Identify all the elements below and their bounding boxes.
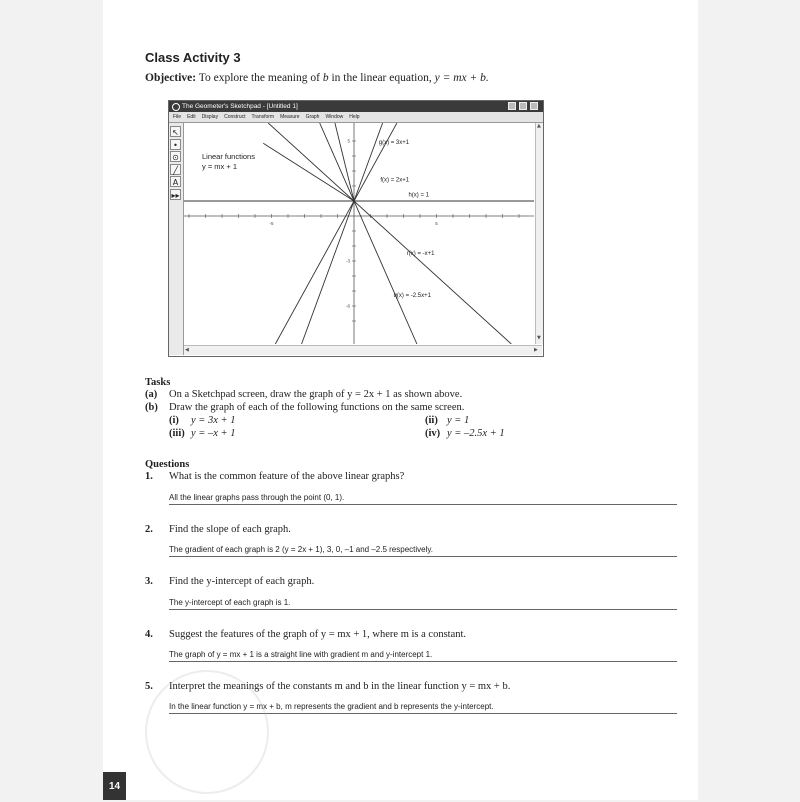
series-label: q(x) = -2.5x+1 [393, 293, 431, 299]
menu-edit[interactable]: Edit [187, 114, 196, 120]
menu-file[interactable]: File [173, 114, 182, 120]
objective-equation: y = mx + b. [434, 72, 489, 84]
answer-5: In the linear function y = mx + b, m represents the gradient and b represents the y-intercept. [169, 702, 677, 714]
question-1-number: 1. [145, 471, 153, 482]
menu-construct[interactable]: Construct [224, 114, 246, 120]
y-tick-label: -3 [345, 258, 350, 264]
objective-line [145, 72, 489, 84]
task-b-ii-label: (ii) [425, 415, 438, 426]
chart-title-line: Linear functions [202, 152, 255, 161]
question-5-number: 5. [145, 681, 153, 692]
task-a-text: On a Sketchpad screen, draw the graph of y = 2x + 1 as shown above. [169, 389, 463, 400]
objective-variable: b [322, 72, 329, 84]
straightedge-tool[interactable]: ╱ [170, 164, 181, 175]
horizontal-scrollbar[interactable] [184, 345, 542, 355]
task-b-iv [425, 428, 505, 439]
window-title: The Geometer's Sketchpad - [Untitled 1] [182, 103, 298, 110]
graph-canvas [184, 123, 534, 344]
task-b-iii-text: y = –x + 1 [191, 428, 236, 439]
page-number: 14 [103, 772, 126, 800]
menu-measure[interactable]: Measure [280, 114, 300, 120]
page-title: Class Activity 3 [145, 50, 241, 65]
series-label: r(x) = -x+1 [406, 251, 435, 257]
question-2-text: Find the slope of each graph. [169, 524, 291, 535]
question-2-number: 2. [145, 524, 153, 535]
task-b-iii [169, 428, 236, 439]
questions-heading: Questions [145, 459, 190, 470]
task-a [145, 389, 462, 400]
objective-text-1: To explore the meaning of [196, 72, 323, 84]
toolbox [169, 123, 184, 355]
menu-graph[interactable]: Graph [305, 114, 320, 120]
series-line [275, 123, 397, 344]
window-titlebar [169, 101, 543, 112]
scroll-right-icon[interactable]: ▶ [534, 347, 538, 353]
sketchpad-window [168, 100, 544, 357]
task-b-i-label: (i) [169, 415, 179, 426]
scroll-down-icon[interactable]: ▼ [537, 335, 541, 341]
question-2 [145, 524, 291, 535]
task-b-iv-text: y = –2.5x + 1 [447, 428, 505, 439]
point-tool[interactable]: • [170, 139, 181, 150]
text-tool[interactable]: A [170, 176, 181, 187]
task-b-label: (b) [145, 402, 158, 413]
question-5-text: Interpret the meanings of the constants m and b in the linear function y = mx + b. [169, 681, 511, 692]
chart-title-line: y = mx + 1 [202, 162, 238, 171]
answer-2: The gradient of each graph is 2 (y = 2x + 1), 3, 0, –1 and –2.5 respectively. [169, 545, 677, 557]
task-b-text: Draw the graph of each of the following functions on the same screen. [169, 402, 465, 413]
question-1-text: What is the common feature of the above linear graphs? [169, 471, 405, 482]
task-b-iii-label: (iii) [169, 428, 185, 439]
minimize-button[interactable] [508, 102, 516, 110]
tasks-heading: Tasks [145, 377, 171, 388]
arrow-tool[interactable]: ↖ [170, 126, 181, 137]
question-3-number: 3. [145, 576, 153, 587]
answer-1: All the linear graphs pass through the point (0, 1). [169, 493, 677, 505]
x-tick-label: 5 [435, 221, 438, 226]
question-3-text: Find the y-intercept of each graph. [169, 576, 315, 587]
menu-display[interactable]: Display [201, 114, 219, 120]
x-tick-label: -5 [269, 221, 274, 226]
menu-items [173, 112, 366, 122]
y-tick-label: -6 [345, 303, 350, 309]
task-b-i [169, 415, 236, 426]
task-a-label: (a) [145, 389, 158, 400]
close-button[interactable] [530, 102, 538, 110]
custom-tool[interactable]: ▸▸ [171, 190, 180, 200]
compass-tool[interactable]: ⊙ [170, 151, 181, 162]
task-b-i-text: y = 3x + 1 [191, 415, 236, 426]
y-tick-label: 5 [347, 138, 350, 144]
series-line [320, 123, 417, 344]
scroll-up-icon[interactable]: ▲ [537, 123, 541, 129]
question-4-text: Suggest the features of the graph of y = mx + 1, where m is a constant. [169, 629, 467, 640]
question-4-number: 4. [145, 629, 153, 640]
series-line [302, 123, 383, 344]
watermark-stamp [145, 670, 269, 794]
series-line [263, 143, 354, 201]
series-label: g(x) = 3x+1 [378, 140, 410, 146]
tasks-section [145, 377, 685, 439]
task-b-ii-text: y = 1 [447, 415, 470, 426]
task-b [145, 402, 464, 413]
menu-help[interactable]: Help [349, 114, 360, 120]
question-1 [145, 471, 404, 482]
maximize-button[interactable] [519, 102, 527, 110]
question-3 [145, 576, 314, 587]
answer-4: The graph of y = mx + 1 is a straight line with gradient m and y-intercept 1. [169, 650, 677, 662]
series-label: h(x) = 1 [408, 192, 429, 199]
series-label: f(x) = 2x+1 [380, 177, 410, 184]
task-b-ii [425, 415, 469, 426]
worksheet-page [103, 0, 698, 800]
question-4 [145, 629, 466, 640]
scroll-left-icon[interactable]: ◀ [185, 347, 189, 353]
vertical-scrollbar[interactable] [535, 123, 543, 344]
task-b-iv-label: (iv) [425, 428, 441, 439]
app-logo-icon [172, 103, 180, 111]
menubar [169, 112, 543, 123]
objective-label: Objective: [145, 72, 197, 84]
answer-3: The y-intercept of each graph is 1. [169, 598, 677, 610]
series-line [268, 123, 511, 344]
objective-text-2: in the linear equation, [328, 72, 435, 84]
menu-transform[interactable]: Transform [251, 114, 275, 120]
menu-window[interactable]: Window [325, 114, 344, 120]
